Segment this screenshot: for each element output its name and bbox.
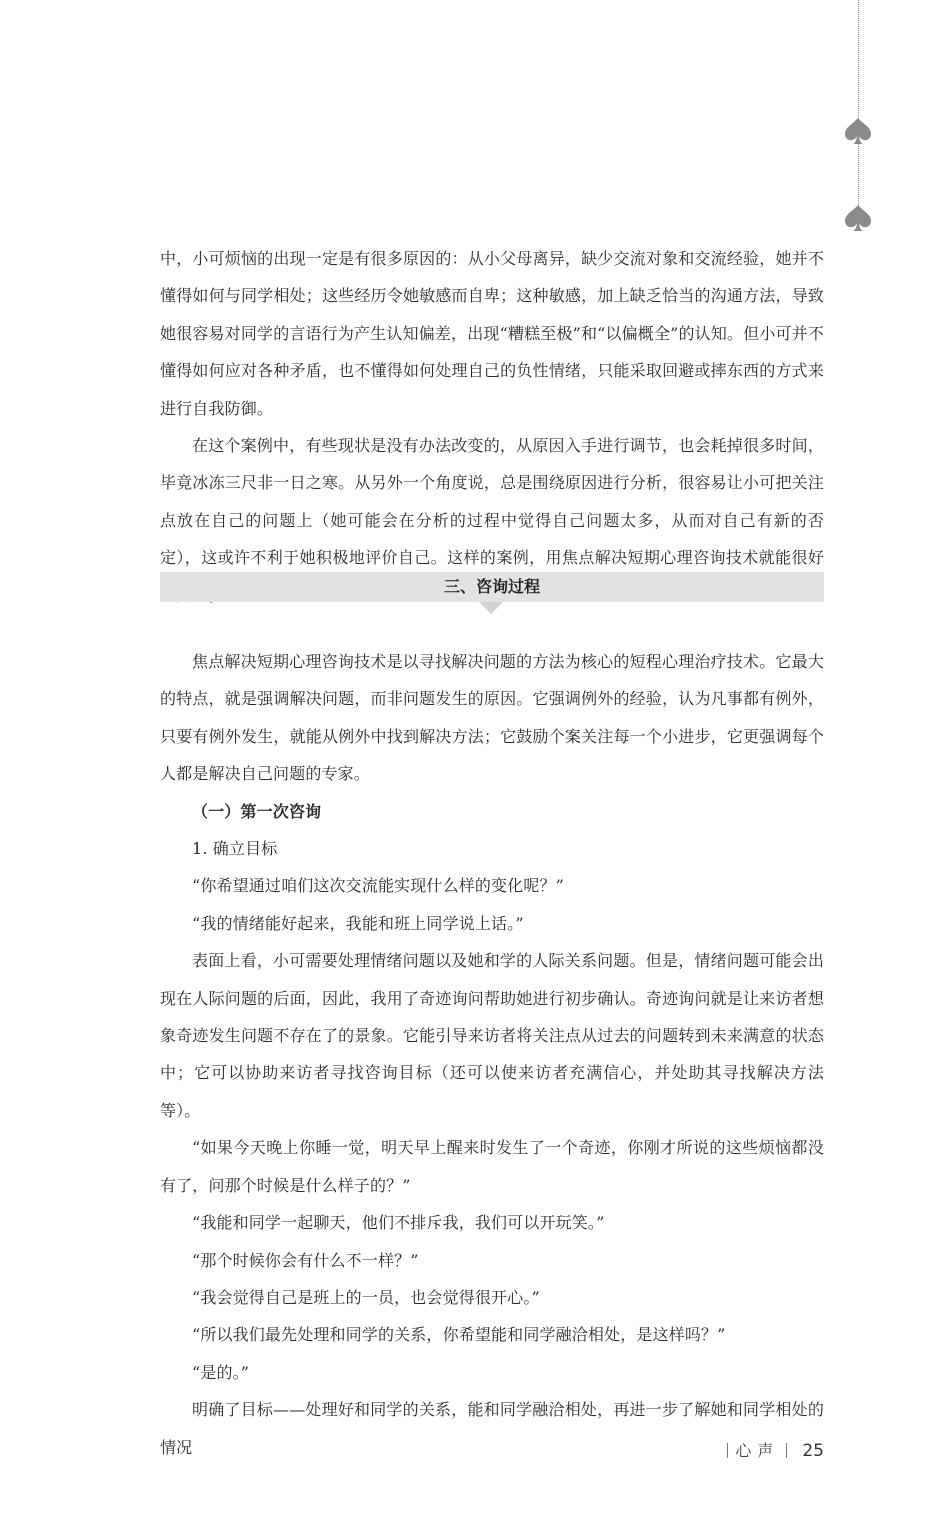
page-footer <box>700 1438 824 1461</box>
subsection-title: （一）第一次咨询 <box>192 801 322 821</box>
step-title: 1. 确立目标 <box>192 839 278 859</box>
dialogue-line: “是的。” <box>192 1362 250 1382</box>
paragraph: 表面上看，小可需要处理情绪问题以及她和学的人际关系问题。但是，情绪问题可能会出现在人际问题的后面，因此，我用了奇迹询问帮助她进行初步确认。奇迹询问就是让来访者想象奇迹发生问题不存在了的景象。它能引导来访者将关注点从过去的问题转到未来满意的状态中；它可以协助来访者寻找咨询目标（还可以使来访者充满信心，并处助其寻找解决方法等）。 <box>160 951 824 1120</box>
dialogue-line: “你希望通过咱们这次交流能实现什么样的变化呢？” <box>192 876 564 896</box>
section-banner <box>160 572 824 602</box>
paragraph: 焦点解决短期心理咨询技术是以寻找解决问题的方法为核心的短程心理治疗技术。它最大的特点，就是强调解决问题，而非问题发生的原因。它强调例外的经验，认为凡事都有例外，只要有例外发生，就能从例外中找到解决方法；它鼓励个案关注每一个小进步，它更强调每个人都是解决自己问题的专家。 <box>160 652 824 784</box>
paragraph: 中，小可烦恼的出现一定是有很多原因的：从小父母离异，缺少交流对象和交流经验，她并不懂得如何与同学相处；这些经历令她敏感而自卑；这种敏感，加上缺乏恰当的沟通方法，导致她很容易对同学的言语行为产生认知偏差，出现“糟糕至极”和“以偏概全”的认知。但小可并不懂得如何应对各种矛盾，也不懂得如何处理自己的负性情绪，只能采取回避或摔东西的方式来进行自我防御。 <box>160 249 824 418</box>
paragraph: 在这个案例中，有些现状是没有办法改变的，从原因入手进行调节，也会耗掉很多时间，毕竟冰冻三尺非一日之寒。从另外一个角度说，总是围绕原因进行分析，很容易让小可把关注点放在自己的问题上（她可能会在分析的过程中觉得自己问题太多，从而对自己有新的否定），这或许不利于她积极地评价自己。这样的案例，用焦点解决短期心理咨询技术就能很好 <box>160 436 824 568</box>
page-number: 25 <box>802 1441 824 1461</box>
heart-icon <box>843 116 873 146</box>
top-text-block <box>160 240 824 614</box>
paragraph: 明确了目标——处理好和同学的关系，能和同学融洽相处，再进一步了解她和同学相处的情况 <box>160 1400 824 1457</box>
dialogue-line: “我的情绪能好起来，我能和班上同学说上话。” <box>192 913 524 933</box>
dialogue-line: “如果今天晚上你睡一觉，明天早上醒来时发生了一个奇迹，你刚才所说的这些烦恼都没有了，问那个时候是什么样子的？” <box>160 1138 824 1195</box>
section-title: 三、咨询过程 <box>443 577 540 596</box>
dialogue-line: “所以我们最先处理和同学的关系，你希望能和同学融洽相处，是这样吗？” <box>192 1325 726 1345</box>
dialogue-line: “我会觉得自己是班上的一员，也会觉得很开心。” <box>192 1287 540 1307</box>
main-text-block <box>160 643 824 1466</box>
heart-icon <box>843 203 873 233</box>
decorative-dotted-line <box>858 0 859 215</box>
dialogue-line: “那个时候你会有什么不一样？” <box>192 1250 419 1270</box>
banner-arrow <box>479 602 503 614</box>
footer-divider <box>786 1443 787 1458</box>
dialogue-line: “我能和同学一起聊天，他们不排斥我，我们可以开玩笑。” <box>192 1213 605 1233</box>
footer-divider <box>727 1443 728 1458</box>
footer-section-name: 心声 <box>735 1441 780 1460</box>
